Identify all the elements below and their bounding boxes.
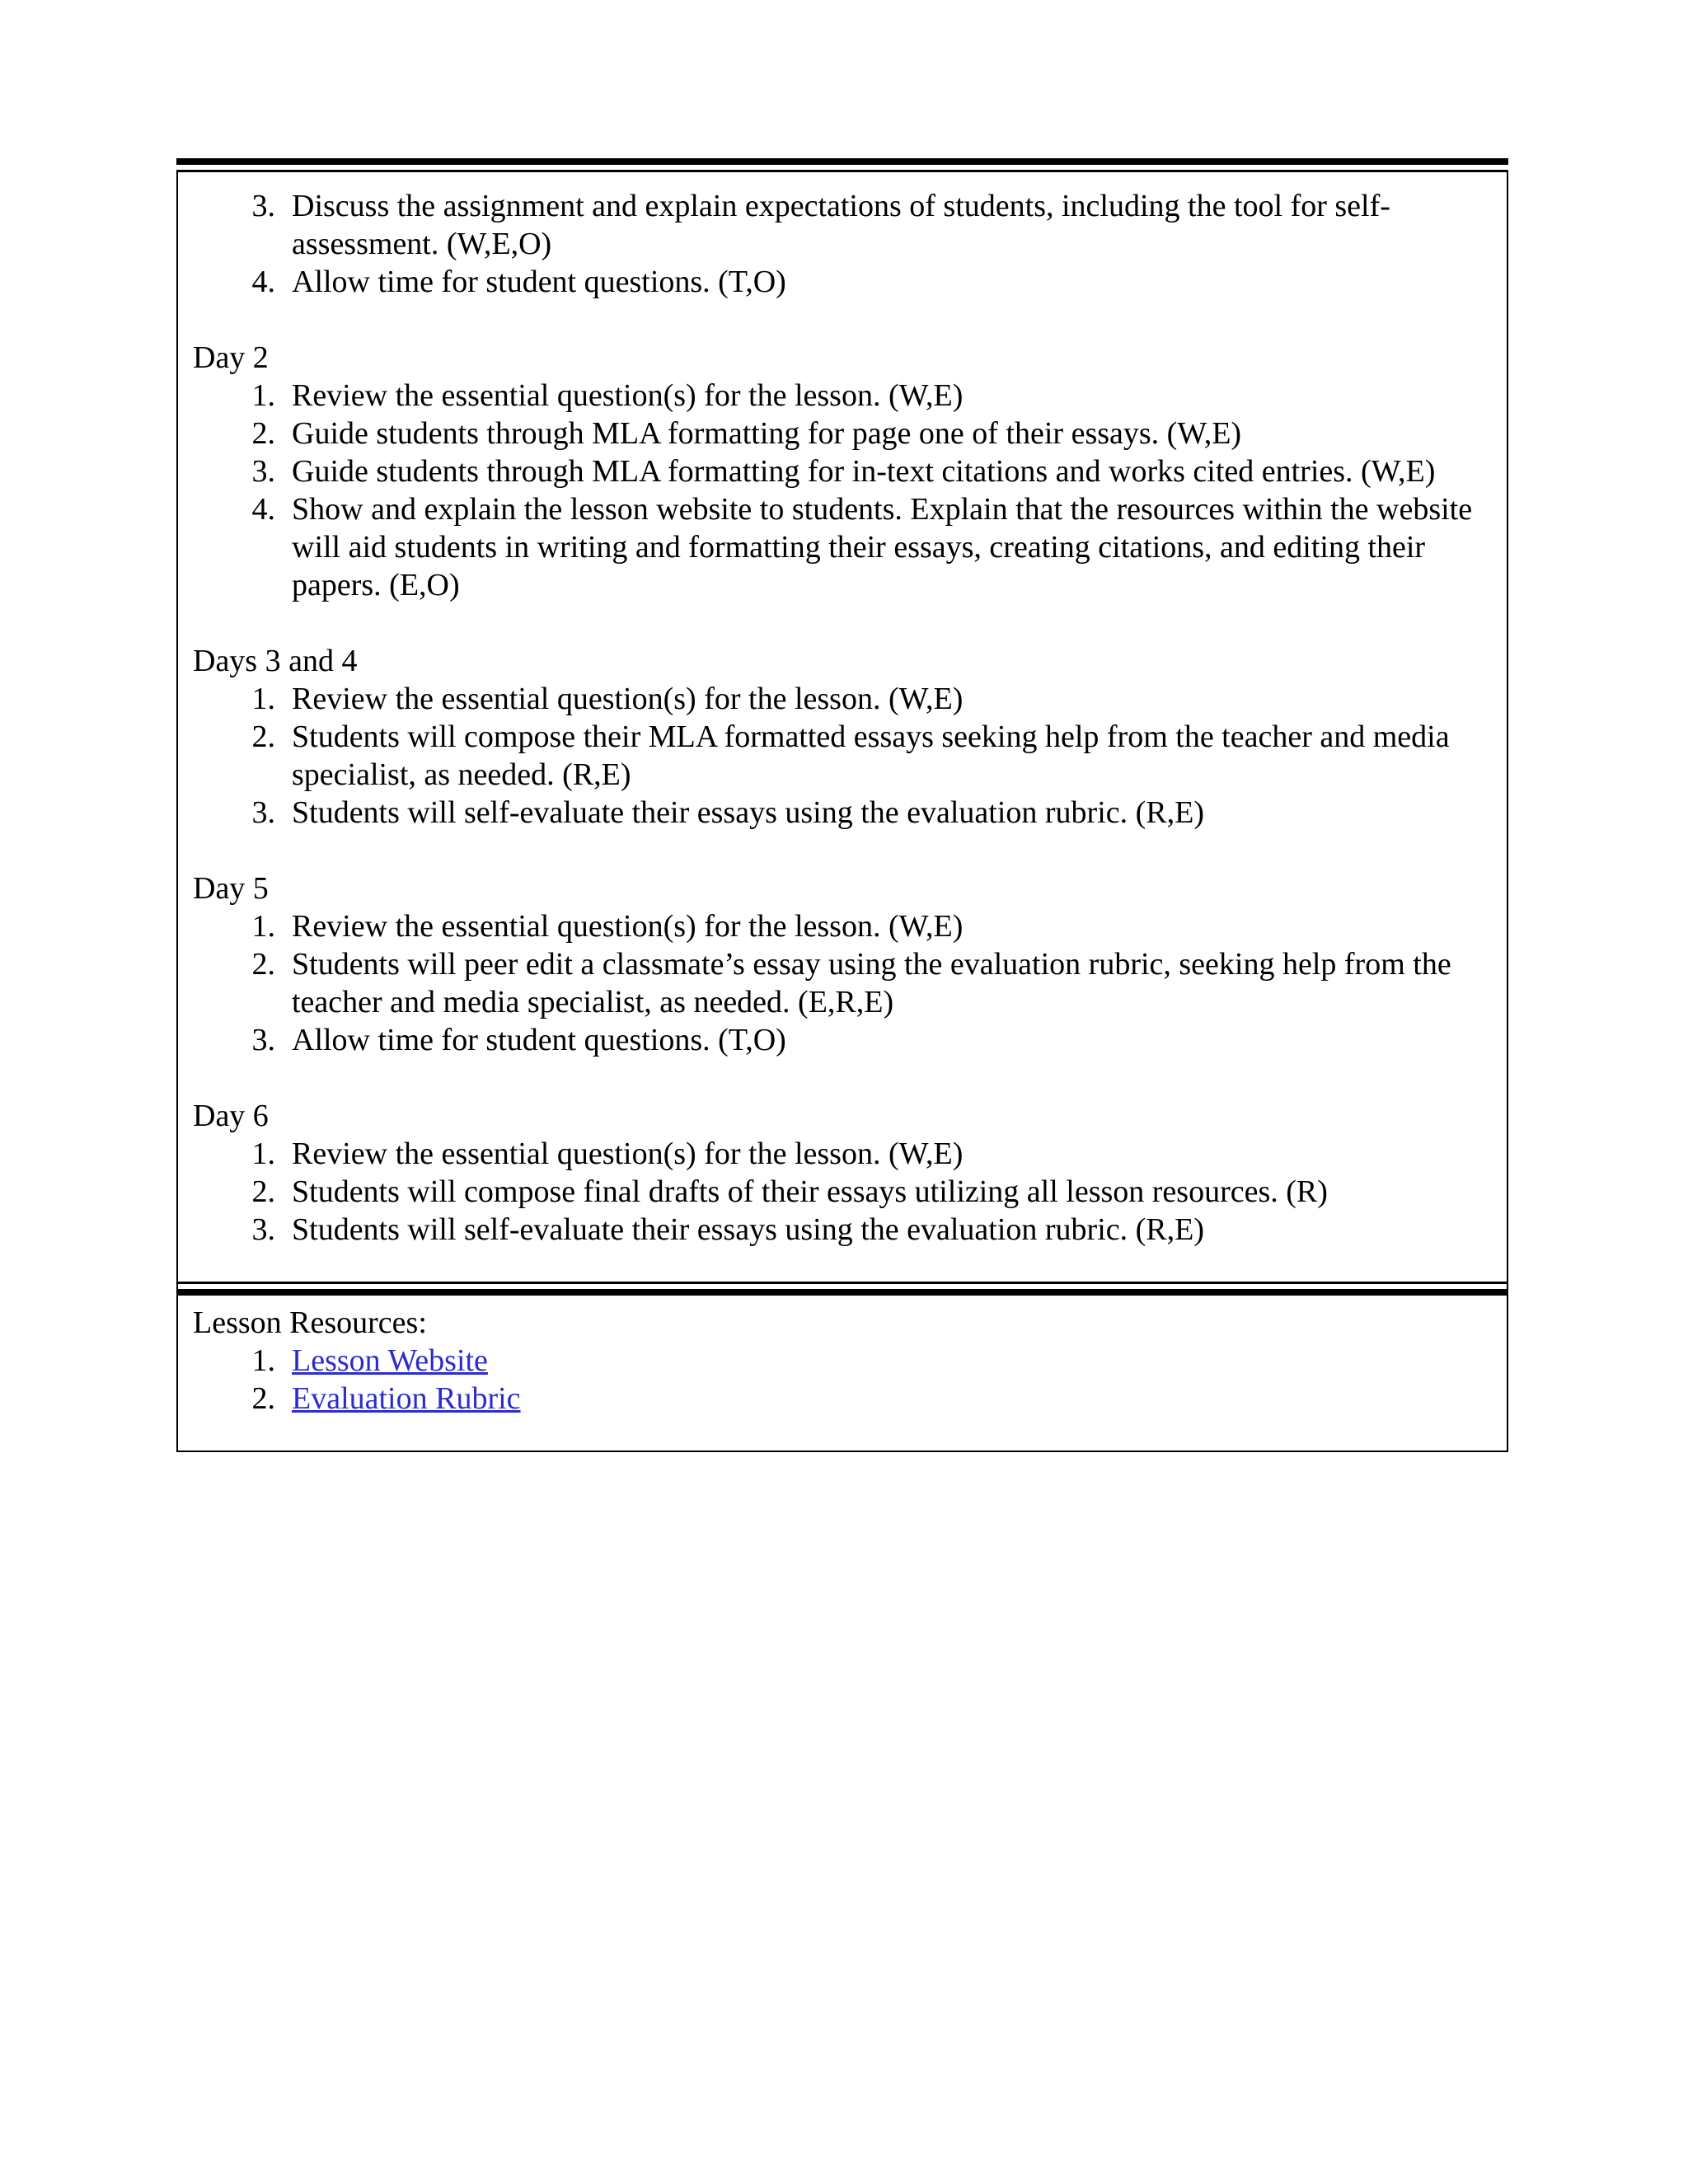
step-number: 3.	[251, 795, 275, 830]
resources-list	[193, 1342, 1492, 1418]
days-3-and-4-section	[193, 642, 1492, 832]
step-text: Discuss the assignment and explain expectations of students, including the tool for self-assessment. (W,E,O)	[292, 189, 1390, 261]
step-number: 2.	[251, 1174, 275, 1209]
divider-thin-rule	[178, 1282, 1507, 1284]
list-item	[193, 1135, 1492, 1173]
list-item	[193, 263, 1492, 301]
step-text: Students will self-evaluate their essays using the evaluation rubric. (R,E)	[292, 795, 1204, 830]
resource-number: 2.	[251, 1381, 275, 1416]
step-text: Review the essential question(s) for the lesson. (W,E)	[292, 909, 964, 944]
day-steps-list	[193, 377, 1492, 604]
day-6-section	[193, 1097, 1492, 1249]
day-steps-list	[193, 907, 1492, 1059]
step-number: 1.	[251, 909, 275, 944]
day-2-section	[193, 339, 1492, 604]
table-top-border	[176, 158, 1508, 165]
step-text: Students will compose final drafts of their essays utilizing all lesson resources. (R)	[292, 1174, 1328, 1209]
day-heading: Days 3 and 4	[193, 644, 358, 678]
evaluation-rubric-link[interactable]: Evaluation Rubric	[292, 1381, 521, 1416]
day-steps-list	[193, 1135, 1492, 1249]
step-number: 3.	[251, 454, 275, 489]
list-item	[193, 1211, 1492, 1249]
step-text: Guide students through MLA formatting for in-text citations and works cited entries. (W,E)	[292, 454, 1436, 489]
step-text: Allow time for student questions. (T,O)	[292, 1023, 786, 1057]
step-number: 1.	[251, 1137, 275, 1171]
list-item	[193, 945, 1492, 1021]
step-number: 4.	[251, 492, 275, 527]
section-divider	[176, 1282, 1508, 1296]
step-number: 2.	[251, 947, 275, 982]
step-number: 1.	[251, 682, 275, 716]
list-item	[193, 452, 1492, 490]
day-5-section	[193, 869, 1492, 1059]
list-item	[193, 490, 1492, 604]
resources-cell	[176, 1296, 1508, 1452]
continued-steps-section	[193, 187, 1492, 301]
step-text: Show and explain the lesson website to students. Explain that the resources within the website will aid students in writing and formatting their essays, creating citations, and editing their papers. (E,O)	[292, 492, 1473, 602]
step-number: 3.	[251, 1212, 275, 1247]
list-item	[193, 680, 1492, 718]
lesson-website-link[interactable]: Lesson Website	[292, 1343, 488, 1378]
divider-thick-rule	[178, 1289, 1507, 1296]
list-item	[193, 1173, 1492, 1211]
step-text: Guide students through MLA formatting for page one of their essays. (W,E)	[292, 416, 1242, 451]
procedure-cell	[176, 172, 1508, 1282]
step-text: Review the essential question(s) for the lesson. (W,E)	[292, 1137, 964, 1171]
step-number: 3.	[251, 189, 275, 223]
list-item	[193, 718, 1492, 794]
resources-heading: Lesson Resources:	[193, 1305, 427, 1340]
step-text: Allow time for student questions. (T,O)	[292, 265, 786, 299]
list-item	[193, 1380, 1492, 1418]
step-text: Review the essential question(s) for the lesson. (W,E)	[292, 378, 964, 413]
step-text: Students will self-evaluate their essays using the evaluation rubric. (R,E)	[292, 1212, 1204, 1247]
list-item	[193, 907, 1492, 945]
day-heading: Day 5	[193, 871, 269, 906]
step-number: 4.	[251, 265, 275, 299]
day-heading: Day 2	[193, 340, 269, 375]
step-number: 2.	[251, 719, 275, 754]
list-item	[193, 794, 1492, 832]
day-heading: Day 6	[193, 1099, 269, 1133]
step-text: Review the essential question(s) for the lesson. (W,E)	[292, 682, 964, 716]
list-item	[193, 415, 1492, 452]
step-text: Students will peer edit a classmate’s essay using the evaluation rubric, seeking help from the teacher and media specialist, as needed. (E,R,E)	[292, 947, 1451, 1019]
list-item	[193, 1342, 1492, 1380]
day-steps-list	[193, 680, 1492, 832]
lesson-procedure-table	[176, 158, 1508, 1452]
step-text: Students will compose their MLA formatted essays seeking help from the teacher and media specialist, as needed. (R,E)	[292, 719, 1450, 792]
step-number: 2.	[251, 416, 275, 451]
continued-steps-list	[193, 187, 1492, 301]
list-item	[193, 187, 1492, 263]
resource-number: 1.	[251, 1343, 275, 1378]
list-item	[193, 377, 1492, 415]
step-number: 1.	[251, 378, 275, 413]
list-item	[193, 1021, 1492, 1059]
step-number: 3.	[251, 1023, 275, 1057]
